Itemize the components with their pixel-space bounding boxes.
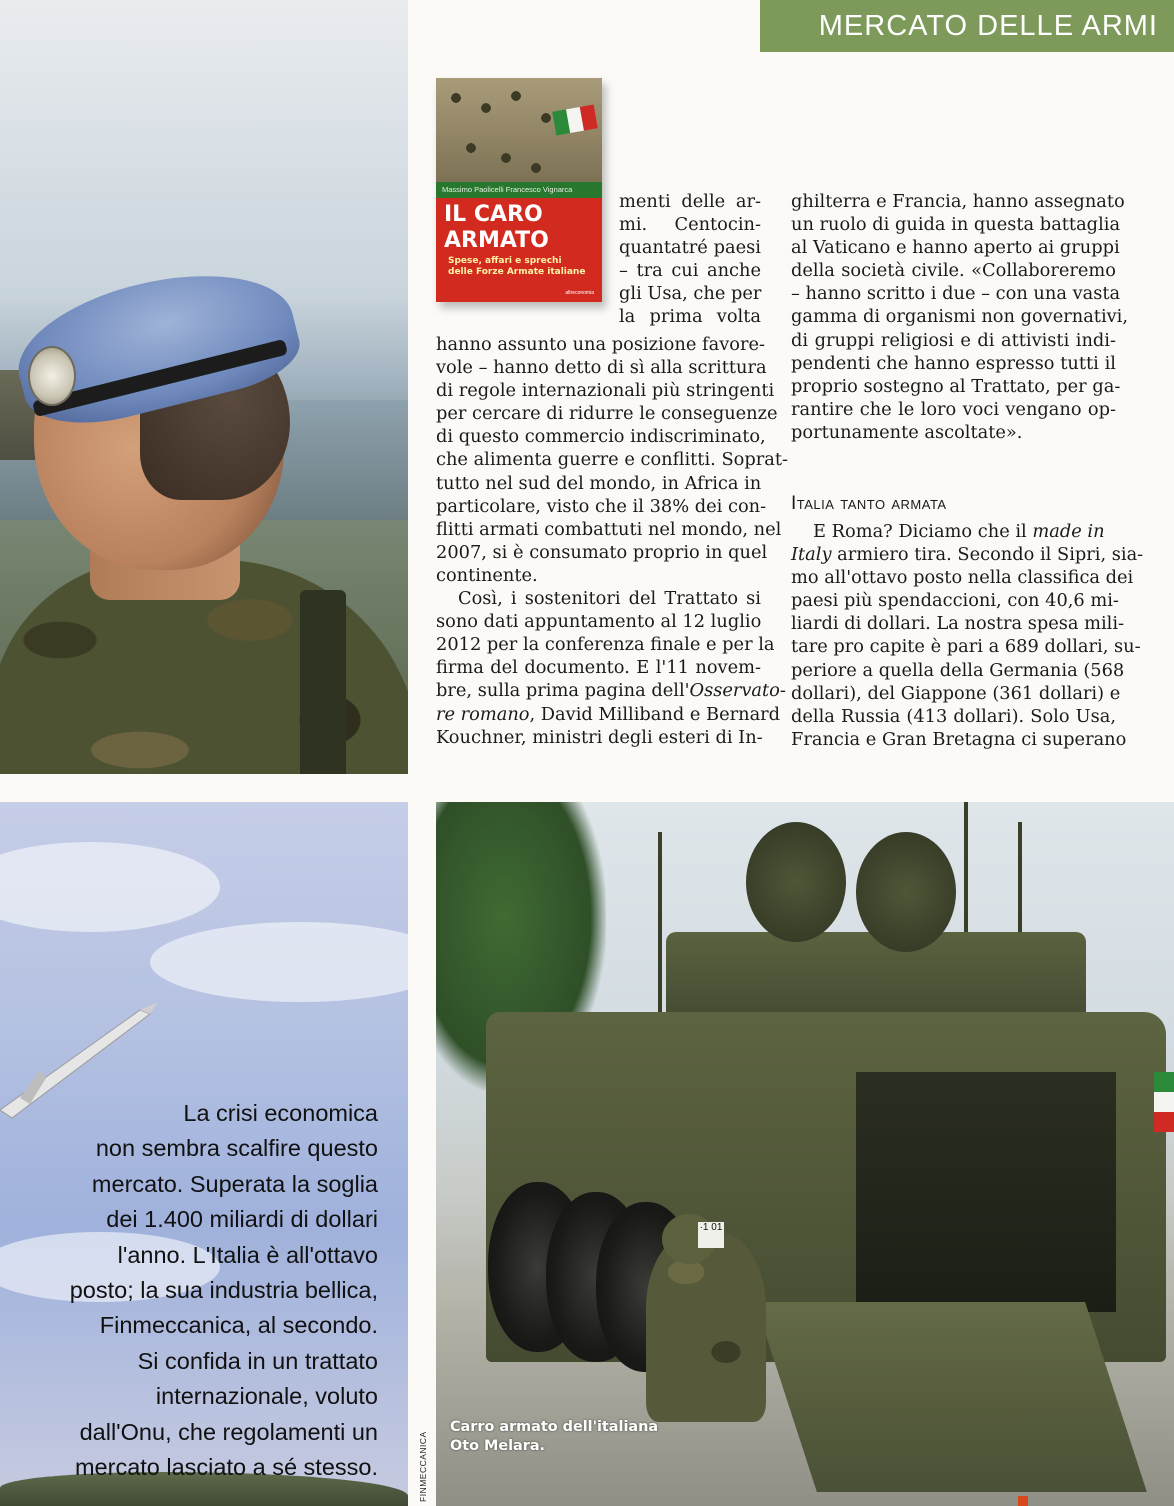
text-line: ghilterra e Francia, hanno assegnato [791, 191, 1125, 212]
text-line: di questo commercio indiscriminato, [436, 426, 766, 448]
pull-quote-line: La crisi economica [183, 1100, 378, 1126]
soldier-photo [0, 0, 408, 774]
text-line: proprio sostegno al Trattato, per ga- [791, 375, 1121, 397]
text-line: paesi più spendaccioni, con 40,6 mi- [791, 590, 1119, 612]
caption-line: Carro armato dell'italiana [450, 1419, 659, 1435]
text-line: al Vaticano e hanno aperto ai gruppi [791, 237, 1120, 259]
text-line [791, 543, 1144, 566]
italic-phrase: made in [1032, 521, 1105, 542]
pull-quote-line: Si confida in un trattato [137, 1347, 378, 1374]
pull-quote-line: internazionale, voluto [155, 1383, 378, 1410]
book-title-line: IL CARO [444, 202, 543, 227]
vest-strap [300, 590, 346, 774]
text-line: flitti armati combattuti nel mondo, nel [436, 518, 782, 540]
rear-ramp [755, 1302, 1147, 1492]
text-line: tutto nel sud del mondo, in Africa in [436, 472, 762, 494]
text-line: della Russia (413 dollari). Solo Usa, [791, 705, 1116, 727]
text-fragment: bre, sulla prima pagina dell' [436, 680, 690, 702]
text-line: portunamente ascoltate». [791, 421, 1023, 443]
text-line: gamma di organismi non governativi, [791, 306, 1129, 328]
section-title: MERCATO DELLE ARMI [818, 9, 1158, 42]
vehicle-plate: ·1 01 [698, 1222, 724, 1248]
italic-phrase: Italy [791, 544, 832, 566]
text-line: gli Usa, che per [619, 283, 762, 305]
section-header [760, 0, 1174, 52]
text-line: mi. Centocin- [619, 214, 761, 236]
text-line: Francia e Gran Bretagna ci superano [791, 728, 1127, 750]
book-subtitle [448, 256, 594, 278]
book-cover [436, 78, 602, 302]
text-line [436, 679, 786, 702]
text-line: 2007, si è consumato proprio in quel [436, 541, 768, 563]
text-line: per cercare di ridurre le conseguenze [436, 403, 778, 425]
text-line [436, 703, 781, 726]
pull-quote-line: non sembra scalfire questo [95, 1135, 378, 1162]
book-subtitle-line: delle Forze Armate italiane [448, 267, 586, 277]
text-line: rantire che le loro voci vengano op- [791, 398, 1116, 420]
column1-body [436, 333, 788, 749]
book-authors: Massimo Paolicelli Francesco Vignarca [436, 182, 602, 198]
text-line: liardi di dollari. La nostra spesa mili- [791, 613, 1125, 635]
book-subtitle-line: Spese, affari e sprechi [448, 256, 562, 266]
turret-sensor [746, 822, 846, 942]
pull-quote-line: dall'Onu, che regolamenti un [79, 1418, 378, 1445]
text-line: quantatré paesi [619, 237, 761, 259]
pull-quote [38, 1096, 378, 1485]
column1-narrow [619, 190, 761, 329]
caption-line: Oto Melara. [450, 1438, 546, 1454]
cloud [0, 842, 220, 932]
rear-hatch [856, 1072, 1116, 1312]
pull-quote-line: dei 1.400 miliardi di dollari [106, 1206, 378, 1233]
text-line: continente. [436, 564, 538, 586]
text-fragment: E Roma? Diciamo che il [813, 521, 1033, 542]
text-line: della società civile. «Collaboreremo [791, 260, 1116, 282]
newspaper-name: Osservato- [689, 680, 786, 702]
text-line: che alimenta guerre e conflitti. Soprat- [436, 449, 788, 471]
text-fragment: armiero tira. Secondo il Sipri, sia- [831, 544, 1144, 566]
column2-body [791, 190, 1129, 444]
book-title [444, 202, 594, 254]
cloud [150, 922, 408, 1002]
kneeling-soldier [646, 1232, 766, 1422]
text-line: particolare, visto che il 38% dei con- [436, 495, 767, 517]
text-line: – hanno scritto i due – con una vasta [791, 283, 1121, 305]
text-line: vole – hanno detto di sì alla scrittura [436, 357, 767, 379]
text-line: tare pro capite è pari a 689 dollari, su- [791, 636, 1141, 658]
text-line: di gruppi religiosi e di attivisti indi- [791, 329, 1116, 351]
text-line: dollari), del Giappone (361 dollari) e [791, 682, 1121, 704]
un-badge-icon [28, 346, 76, 406]
book-title-line: ARMATO [444, 228, 549, 253]
turret-sensor [856, 832, 956, 952]
pull-quote-line: posto; la sua industria bellica, [69, 1277, 378, 1304]
page-corner-mark [1018, 1496, 1028, 1506]
text-line: un ruolo di guida in questa battaglia [791, 214, 1121, 236]
missile-photo [0, 802, 408, 1506]
pull-quote-line: mercato lasciato a sé stesso. [74, 1454, 378, 1481]
armored-vehicle-photo [436, 802, 1174, 1506]
text-line: la prima volta [619, 306, 761, 328]
text-line: Così, i sostenitori del Trattato si [458, 588, 761, 610]
text-line: pendenti che hanno espresso tutti il [791, 352, 1116, 374]
text-line: mo all'ottavo posto nella classifica dei [791, 567, 1134, 589]
text-line: 2012 per la conferenza finale e per la [436, 634, 775, 656]
pull-quote-line: l'anno. L'Italia è all'ottavo [117, 1241, 378, 1268]
text-line: firma del documento. E l'11 novem- [436, 657, 761, 679]
text-line [791, 520, 1116, 543]
photo-credit: FINMECCANICA [418, 1431, 428, 1502]
pull-quote-line: Finmeccanica, al secondo. [99, 1312, 378, 1339]
text-fragment: , David Milliband e Bernard [529, 703, 781, 725]
book-publisher: altreconomia [565, 290, 594, 296]
subhead-text: Italia tanto armata [791, 493, 947, 514]
column2-section [791, 520, 1144, 751]
subhead [791, 493, 947, 515]
text-line: sono dati appuntamento al 12 luglio [436, 611, 762, 633]
text-line: hanno assunto una posizione favore- [436, 334, 765, 355]
photo-caption [450, 1418, 658, 1456]
text-line: menti delle ar- [619, 191, 761, 212]
text-line: Kouchner, ministri degli esteri di In- [436, 726, 763, 748]
newspaper-name: re romano [436, 703, 530, 725]
pull-quote-line: mercato. Superata la soglia [91, 1170, 378, 1197]
text-line: di regole internazionali più stringenti [436, 380, 775, 402]
text-line: – tra cui anche [619, 260, 761, 282]
italian-flag-icon [1154, 1072, 1174, 1132]
text-line: periore a quella della Germania (568 [791, 659, 1125, 681]
